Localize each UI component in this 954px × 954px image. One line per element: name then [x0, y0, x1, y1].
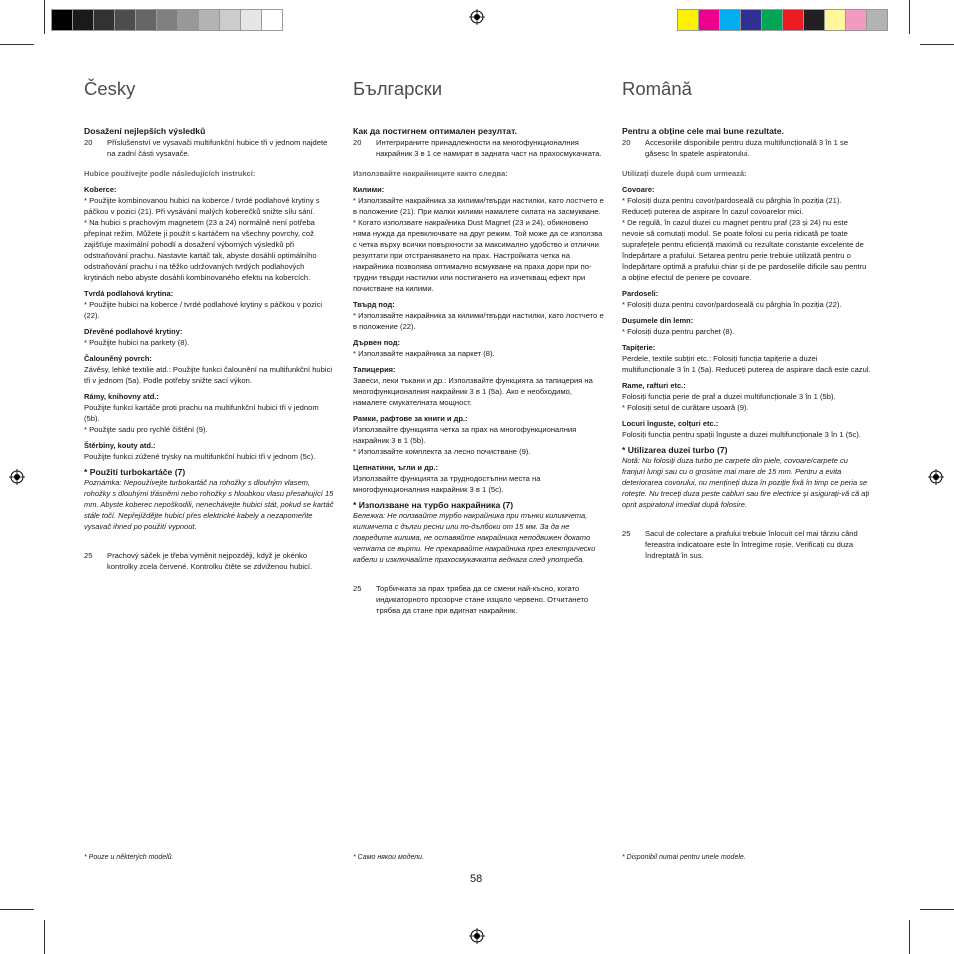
surface-instructions: Folosiți funcția perie de praf a duzei multifuncționale 3 în 1 (5b). * Folosiți setul de curățare ușoară (9).: [622, 392, 836, 412]
nozzle-usage-subheading: Използвайте накрайниците както следва:: [353, 169, 508, 178]
surface-title: Tapițerie:: [622, 343, 656, 352]
section-heading: Dosažení nejlepších výsledků: [84, 126, 206, 136]
color-swatch: [240, 9, 262, 31]
surface-title: Dřevěné podlahové krytiny:: [84, 327, 183, 336]
crop-mark: [0, 909, 34, 910]
footnote: * Pouze u některých modelů.: [84, 854, 174, 861]
crop-mark: [44, 0, 45, 34]
language-title: Česky: [84, 78, 136, 99]
surface-block: [622, 315, 872, 337]
surface-instructions: Perdele, textile subțiri etc.: Folosiți funcția tapițerie a duzei multifuncționale 3 în 1 (5a). Reduceți puterea de aspirare dacă este cazul.: [622, 354, 871, 374]
color-swatch: [845, 9, 867, 31]
column-bulgarian: [353, 78, 605, 622]
color-swatch: [135, 9, 157, 31]
color-swatch: [156, 9, 178, 31]
color-swatch: [177, 9, 199, 31]
color-swatch: [782, 9, 804, 31]
color-swatch: [93, 9, 115, 31]
surface-block: [353, 413, 605, 457]
numbered-item: [622, 137, 872, 159]
surface-title: Рамки, рафтове за книги и др.:: [353, 414, 468, 423]
numbered-item: [353, 583, 605, 616]
color-swatch: [698, 9, 720, 31]
crop-mark: [920, 44, 954, 45]
language-title: Български: [353, 78, 443, 99]
page-number: 58: [470, 873, 483, 885]
process-color-bar: [678, 9, 888, 31]
color-swatch: [719, 9, 741, 31]
surface-block: [84, 184, 336, 283]
item-number: 25: [622, 529, 631, 538]
turbo-brush-heading: * Използване на турбо накрайника (7): [353, 500, 514, 510]
item-number: 25: [84, 551, 93, 560]
nozzle-usage-subheading: Utilizați duzele după cum urmează:: [622, 169, 747, 178]
surface-block: [84, 440, 336, 462]
surface-title: Килими:: [353, 185, 385, 194]
numbered-item: [84, 137, 336, 159]
footnote: * Само някои модели.: [353, 854, 424, 861]
crop-mark: [0, 44, 34, 45]
surface-title: Цепнатини, ъгли и др.:: [353, 463, 439, 472]
section-heading: Как да постигнем оптимален резултат.: [353, 126, 517, 136]
item-number: 25: [353, 584, 362, 593]
surface-title: Rame, rafturi etc.:: [622, 381, 686, 390]
surface-instructions: * Použijte kombinovanou hubici na koberce / tvrdé podlahové krytiny s páčkou v pozici (21). Při vysávání malých koberečků snižte sílu sání. * Na hubici s prachovým magnetem (23 a 24) normálně není potřeba přepínat režim. Můžete ji použít s kartáčem na všechny povrchy, což zajišťuje maximální pohodlí a dosažení výborných výsledků při odstraňování prachu. Nastavte kartáč tak, abyste dosáhli optimálního odstraňování prachu i na těžko udržovaných tvrdých podlahových krytinách nebo abyste dosáhli kombinovaného efektu na kobercích.: [84, 196, 320, 282]
color-swatch: [114, 9, 136, 31]
registration-mark-icon: [469, 9, 485, 25]
section-heading: Pentru a obține cele mai bune rezultate.: [622, 126, 784, 136]
surface-instructions: * Използвайте накрайника за килими/твърди настилки, като лостчето е в положение (22).: [353, 311, 604, 331]
surface-title: Dușumele din lemn:: [622, 316, 694, 325]
surface-block: [622, 184, 872, 283]
color-swatch: [761, 9, 783, 31]
color-swatch: [677, 9, 699, 31]
crop-mark: [909, 920, 910, 954]
turbo-brush-heading: * Utilizarea duzei turbo (7): [622, 445, 728, 455]
surface-title: Tvrdá podlahová krytina:: [84, 289, 174, 298]
numbered-item: [622, 528, 872, 561]
surface-title: Locuri înguste, colțuri etc.:: [622, 419, 719, 428]
surface-block: [84, 288, 336, 321]
surface-instructions: Използвайте функцията четка за прах на многофункционалния накрайник 3 в 1 (5b). * Използвайте комплекта за лесно почистване (9).: [353, 425, 577, 456]
surface-block: [353, 299, 605, 332]
numbered-item: [353, 137, 605, 159]
surface-instructions: Použijte funkci kartáče proti prachu na multifunkční hubici tři v jednom (5b). * Použijte sadu pro rychlé čištění (9).: [84, 403, 319, 434]
color-swatch: [219, 9, 241, 31]
surface-block: [622, 418, 872, 440]
item-number: 20: [84, 138, 93, 147]
color-swatch: [803, 9, 825, 31]
item-text: Prachový sáček je třeba vyměnit nejpozději, když je okénko kontrolky zcela červené. Kontrolku čtěte se zdviženou hubicí.: [107, 551, 313, 571]
crop-mark: [909, 0, 910, 34]
surface-title: Твърд под:: [353, 300, 395, 309]
surface-instructions: * Folosiți duza pentru covor/pardoseală cu pârghia în poziția (21). Reduceți puterea de aspirare în cazul covoarelor mici. * De regulă, în cazul duzei cu magnet pentru praf (23 și 24) nu este nevoie să comutați modul. Se poate folosi cu peria ridicată pe toate suprafețele pentru eficiență maximă cu rezultate constante excelente de îndepărtare a prafului. Setarea pentru perie trebuie utilizată pentru o îndepărtare optimă a prafului chiar și de pe pardoselile dificile sau pentru a obține efectul de periere pe covoare.: [622, 196, 867, 282]
surface-block: [353, 184, 605, 294]
surface-instructions: * Използвайте накрайника за килими/твърди настилки, като лостчето е в положение (21). При малки килими намалете силата на засмукване. * Когато използвате накрайника Dust Magnet (23 и 24), обикновено няма нужда да превключвате на друг режим. Той може да се използва с четка върху всички повърхности за максимално удобство и отлични резултати при отстраняването на прах. Настройката четка на накрайника позволява оптимално всмукване на праха дори при по-трудни твърди настилки или постигането на изчетквaщ ефект при почистване на килими.: [353, 196, 604, 293]
registration-mark-icon: [9, 469, 25, 485]
surface-title: Covoare:: [622, 185, 655, 194]
surface-instructions: * Folosiți duza pentru covor/pardoseală cu pârghia în poziția (22).: [622, 300, 842, 309]
item-text: Sacul de colectare a prafului trebuie înlocuit cel mai târziu când fereastra indicatoare este în întregime roșie. Verificați cu duza îndreptată în sus.: [645, 529, 858, 560]
column-romanian: [622, 78, 872, 567]
turbo-brush-heading: * Použití turbokartáče (7): [84, 467, 186, 477]
surface-instructions: Folosiți funcția pentru spații înguste a duzei multifuncționale 3 în 1 (5c).: [622, 430, 861, 439]
surface-block: [84, 353, 336, 386]
item-number: 20: [622, 138, 631, 147]
surface-block: [353, 364, 605, 408]
surface-title: Štěrbiny, kouty atd.:: [84, 441, 156, 450]
registration-mark-icon: [928, 469, 944, 485]
surface-instructions: * Използвайте накрайника за паркет (8).: [353, 349, 495, 358]
column-czech: [84, 78, 336, 578]
crop-mark: [44, 920, 45, 954]
surface-instructions: * Použijte hubici na koberce / tvrdé podlahové krytiny s páčkou v pozici (22).: [84, 300, 323, 320]
grayscale-color-bar: [52, 9, 283, 31]
surface-instructions: Závěsy, lehké textilie atd.: Použijte funkci čalounění na multifunkční hubici tři v jednom (5a). Podle potřeby snižte sací výkon.: [84, 365, 333, 385]
color-swatch: [740, 9, 762, 31]
turbo-brush-note: Бележка: Не ползвайте турбо накрайника при тънки килимчета, килимчета с дълги ресни или по-дълбоки от 15 мм. За да не повредите килима, не оставяйте накрайника неподвижен докато четката се върти. Не прекарвайте накрайника през електрически кабели и изключвайте прахосмукачката веднага след употреба.: [353, 511, 596, 564]
color-swatch: [72, 9, 94, 31]
surface-title: Тапицерия:: [353, 365, 396, 374]
footnote: * Disponibil numai pentru unele modele.: [622, 854, 746, 861]
item-text: Торбичката за прах трябва да се смени най-късно, когато индикаторното прозорче стане изцяло червено. Отчитането трябва да стане при вдигнат накрайник.: [376, 584, 589, 615]
nozzle-usage-subheading: Hubice používejte podle následujících instrukcí:: [84, 169, 256, 178]
turbo-brush-note: Poznámka: Nepoužívejte turbokartáč na rohožky s dlouhým vlasem, rohožky s dlouhými třásněmi nebo rohožky s hloubkou vlasu přesahující 15 mm. Abyste koberec nepoškodili, nenechávejte hubici stát, pokud se kartáč stále točí. Nepřejíždějte hubicí přes elektrické kabely a nezapomeňte vysavač ihned po použití vypnout.: [84, 478, 334, 531]
item-text: Интегрираните принадлежности на многофункционалния накрайник 3 в 1 се намират в задната част на прахосмукачката.: [376, 138, 602, 158]
language-title: Română: [622, 78, 692, 99]
surface-title: Čalouněný povrch:: [84, 354, 152, 363]
surface-block: [622, 288, 872, 310]
surface-block: [353, 337, 605, 359]
surface-block: [622, 342, 872, 375]
surface-title: Дървен под:: [353, 338, 400, 347]
item-number: 20: [353, 138, 362, 147]
surface-title: Rámy, knihovny atd.:: [84, 392, 159, 401]
color-swatch: [866, 9, 888, 31]
turbo-brush-note: Notă: Nu folosiți duza turbo pe carpete din piele, covoare/carpete cu franjuri lungi sau cu o grosime mai mare de 15 mm. Pentru a evita deteriorarea covorului, nu mențineți duza în poziție fixă în timp ce peria se rotește. Nu treceți duza peste cabluri sau fire electrice și asigurați-vă că ați oprit aspiratorul imediat după folosire.: [622, 456, 870, 509]
surface-instructions: Завеси, леки тъкани и др.: Използвайте функцията за тапицерия на многофункционалния накрайник 3 в 1 (5a). Ако е необходимо, намалете смукателната мощност.: [353, 376, 593, 407]
color-swatch: [198, 9, 220, 31]
registration-mark-icon: [469, 928, 485, 944]
item-text: Accesoriile disponibile pentru duza multifuncțională 3 în 1 se găsesc în spatele aspiratorului.: [645, 138, 849, 158]
surface-title: Pardoseli:: [622, 289, 659, 298]
crop-mark: [920, 909, 954, 910]
color-swatch: [51, 9, 73, 31]
surface-block: [84, 326, 336, 348]
color-swatch: [824, 9, 846, 31]
item-text: Příslušenství ve vysavači multifunkční hubice tři v jednom najdete na zadní části vysavače.: [107, 138, 328, 158]
surface-instructions: Използвайте функцията за труднодостъпни места на многофункционалния накрайник 3 в 1 (5c).: [353, 474, 541, 494]
surface-block: [622, 380, 872, 413]
surface-block: [84, 391, 336, 435]
color-swatch: [261, 9, 283, 31]
surface-instructions: * Folosiți duza pentru parchet (8).: [622, 327, 735, 336]
surface-block: [353, 462, 605, 495]
numbered-item: [84, 550, 336, 572]
surface-instructions: * Použijte hubici na parkety (8).: [84, 338, 190, 347]
surface-instructions: Použijte funkci zúžené trysky na multifunkční hubici tři v jednom (5c).: [84, 452, 316, 461]
surface-title: Koberce:: [84, 185, 117, 194]
